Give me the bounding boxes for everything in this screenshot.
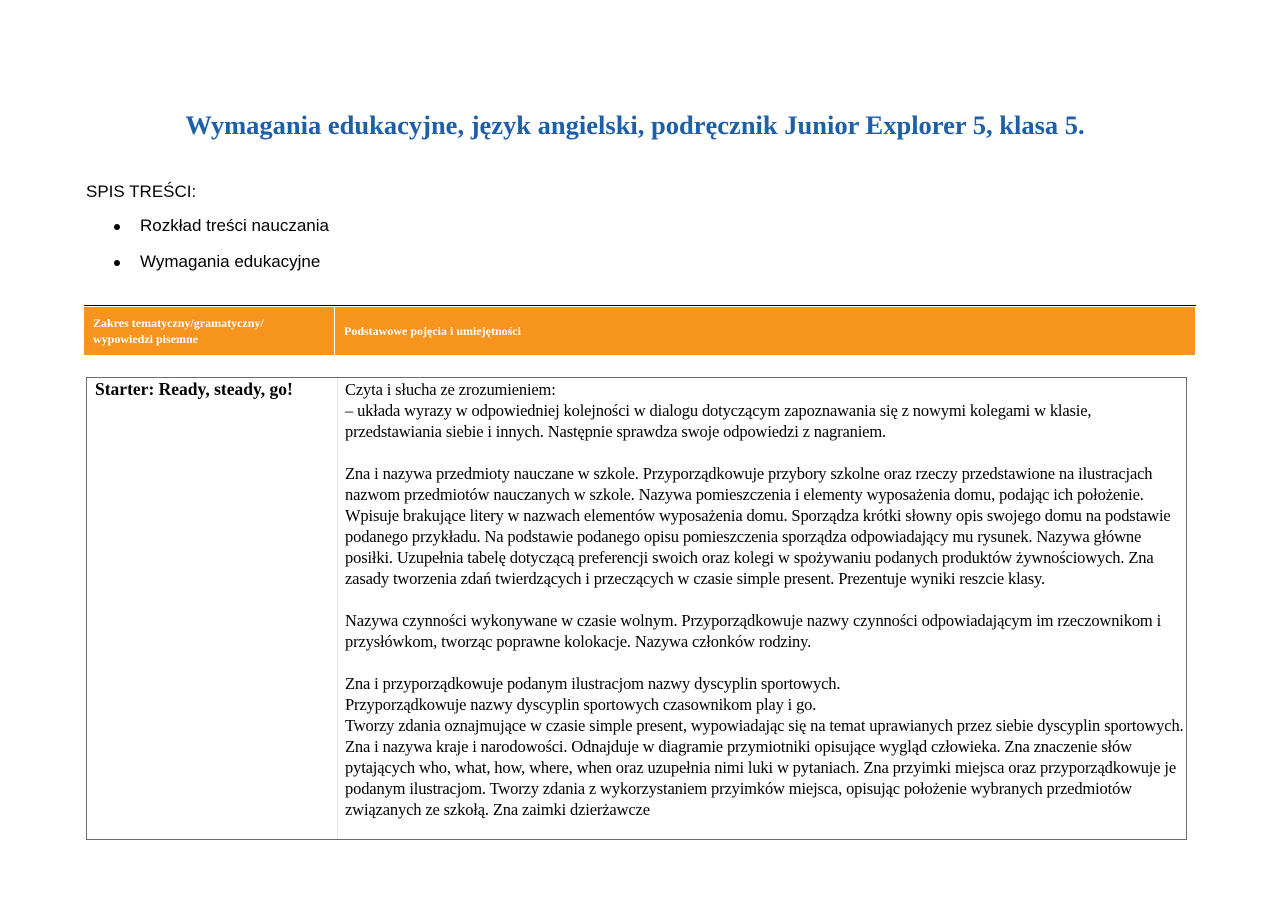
toc-heading: SPIS TREŚCI:	[86, 182, 197, 201]
bullet-icon	[114, 224, 120, 230]
header-topic-label: Zakres tematyczny/gramatyczny/ wypowiedzi pisemne	[93, 316, 264, 346]
content-table	[86, 377, 1187, 840]
skills-paragraph: Nazywa czynności wykonywane w czasie wolnym. Przyporządkowuje nazwy czynności odpowiadającym im rzeczownikom i przysłówkom, tworząc poprawne kolokacje. Nazywa członków rodziny.	[345, 611, 1162, 651]
header-skills-column	[335, 307, 1195, 355]
document-title: Wymagania edukacyjne, język angielski, podręcznik Junior Explorer 5, klasa 5.	[185, 110, 1085, 140]
column-divider	[337, 378, 338, 840]
skills-paragraph: Zna i przyporządkowuje podanym ilustracjom nazwy dyscyplin sportowych. Przyporządkowuje nazwy dyscyplin sportowych czasownikom play i go. Tworzy zdania oznajmujące w czasie simple present, wypowiadając się na temat uprawianych przez siebie dyscyplin sportowych. Zna i nazywa kraje i narodowości. Odnajduje w diagramie przymiotniki opisujące wygląd człowieka. Zna znaczenie słów pytających who, what, how, where, when oraz uzupełnia nimi luki w pytaniach. Zna przyimki miejsca oraz przyporządkowuje je podanym ilustracjom. Tworzy zdania z wykorzystaniem przyimków miejsca, opisując położenie wybranych przedmiotów związanych ze szkołą. Zna zaimki dzierżawcze	[345, 674, 1184, 819]
toc-list	[86, 214, 329, 286]
table-top-rule	[84, 305, 1196, 306]
table-header	[84, 307, 1195, 355]
toc-item[interactable]	[86, 250, 329, 286]
topic-cell: Starter: Ready, steady, go!	[95, 379, 293, 399]
skills-paragraph: Zna i nazywa przedmioty nauczane w szkole. Przyporządkowuje przybory szkolne oraz rzeczy przedstawione na ilustracjach nazwom przedmiotów nauczanych w szkole. Nazywa pomieszczenia i elementy wyposażenia domu, podając ich położenie. Wpisuje brakujące litery w nazwach elementów wyposażenia domu. Sporządza krótki słowny opis swojego domu na podstawie podanego przykładu. Na podstawie podanego opisu pomieszczenia sporządza odpowiadający mu rysunek. Nazywa główne posiłki. Uzupełnia tabelę dotyczącą preferencji swoich oraz kolegi w spożywaniu podanych produktów żywnościowych. Zna zasady tworzenia zdań twierdzących i przeczących w czasie simple present. Prezentuje wyniki reszcie klasy.	[345, 464, 1171, 588]
header-skills-label: Podstawowe pojęcia i umiejętności	[344, 324, 521, 338]
toc-item[interactable]	[86, 214, 329, 250]
bullet-icon	[114, 260, 120, 266]
header-topic-column	[84, 307, 335, 355]
toc-item-label[interactable]: Rozkład treści nauczania	[140, 216, 329, 235]
skills-paragraph: Czyta i słucha ze zrozumieniem: – układa wyrazy w odpowiedniej kolejności w dialogu dotyczącym zapoznawania się z nowymi kolegami w klasie, przedstawiania siebie i innych. Następnie sprawdza swoje odpowiedzi z nagraniem.	[345, 380, 1092, 441]
skills-cell	[345, 379, 1185, 820]
toc-item-label[interactable]: Wymagania edukacyjne	[140, 252, 321, 271]
